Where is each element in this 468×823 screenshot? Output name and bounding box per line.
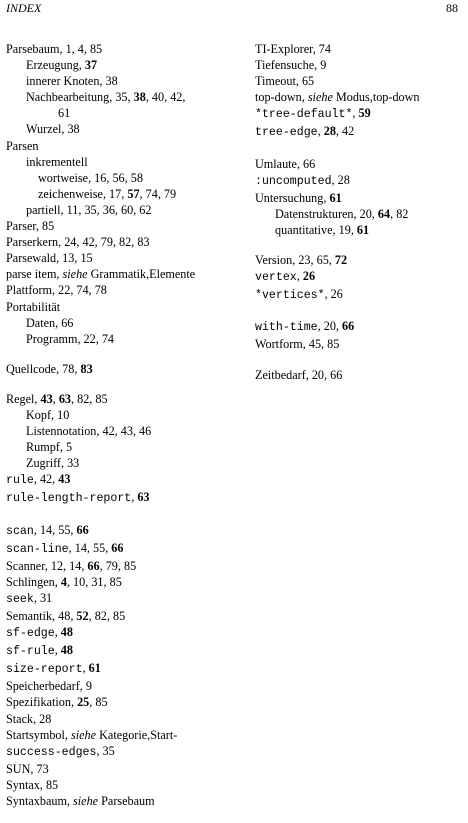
- entry-text: Parsen: [6, 138, 39, 153]
- index-subentry: [6, 73, 246, 89]
- index-entry: [6, 299, 246, 315]
- entry-text: ,: [52, 391, 59, 406]
- index-entry: [255, 73, 465, 89]
- index-entry: [6, 793, 246, 809]
- index-entry: [6, 391, 246, 407]
- entry-text: Tiefensuche, 9: [255, 58, 327, 73]
- index-entry-continuation: [6, 105, 246, 121]
- index-entry: [255, 336, 465, 352]
- index-entry: [6, 777, 246, 793]
- entry-text: ,: [317, 124, 324, 139]
- page-header: [6, 0, 458, 16]
- entry-text: Untersuchung,: [255, 190, 330, 205]
- entry-text: Grammatik,Elemente: [87, 267, 196, 282]
- entry-text: , 28: [331, 172, 350, 187]
- page-ref-primary: 83: [80, 361, 93, 376]
- index-entry: [255, 89, 465, 105]
- page-ref-primary: 37: [84, 58, 98, 73]
- index-entry: [6, 218, 246, 234]
- entry-text: inkrementell: [26, 154, 88, 169]
- entry-text: Spezifikation,: [6, 695, 78, 710]
- entry-text: ,: [131, 490, 138, 505]
- entry-text: Parsebaum: [98, 794, 155, 809]
- entry-text: Startsymbol,: [6, 727, 72, 742]
- entry-text: Rumpf, 5: [26, 440, 73, 455]
- entry-text: Parser, 85: [6, 219, 55, 234]
- index-subentry: [6, 455, 246, 471]
- entry-text: , 40, 42,: [145, 90, 186, 105]
- index-subentry: [6, 331, 246, 347]
- index-subsubentry: [6, 186, 246, 202]
- index-entry: [6, 678, 246, 694]
- index-entry: [6, 540, 246, 558]
- page-ref-primary: 61: [88, 661, 101, 676]
- page-ref-primary: 28: [323, 124, 336, 139]
- entry-text: Parsebaum, 1, 4, 85: [6, 42, 103, 56]
- entry-text: partiell, 11, 35, 36, 60, 62: [26, 202, 152, 217]
- index-entry: [255, 367, 465, 383]
- entry-text: siehe: [73, 794, 99, 809]
- entry-text: Zugriff, 33: [26, 456, 80, 471]
- code-term: scan-line: [6, 542, 69, 556]
- index-subentry: [255, 222, 465, 238]
- entry-text: Nachbearbeitung, 35,: [26, 90, 134, 105]
- index-entry: [255, 123, 465, 141]
- page-ref-primary: 66: [76, 522, 89, 537]
- index-subentry: [6, 423, 246, 439]
- index-section-gap: [255, 142, 465, 156]
- index-entry: [6, 660, 246, 678]
- entry-text: Kategorie,Start-: [96, 727, 178, 742]
- index-entry: [6, 522, 246, 540]
- entry-text: Zeitbedarf, 20, 66: [255, 367, 343, 382]
- index-entry: [6, 471, 246, 489]
- index-entry: [255, 172, 465, 190]
- entry-text: , 31: [33, 590, 53, 605]
- entry-text: Syntaxbaum,: [6, 794, 74, 809]
- page-ref-primary: 57: [127, 186, 140, 201]
- entry-text: Wortform, 45, 85: [255, 337, 340, 352]
- entry-text: , 10, 31, 85: [66, 574, 122, 589]
- index-subsubentry: [6, 170, 246, 186]
- code-term: success-edges: [6, 745, 97, 759]
- code-term: *tree-default*: [255, 108, 353, 122]
- index-entry: [6, 574, 246, 590]
- entry-text: Daten, 66: [26, 315, 74, 330]
- page-ref-primary: 43: [40, 391, 53, 406]
- index-subentry: [6, 202, 246, 218]
- entry-text: Scanner, 12, 14,: [6, 558, 88, 573]
- entry-text: ,: [352, 106, 359, 121]
- entry-text: Datenstrukturen, 20,: [275, 206, 378, 221]
- code-term: size-report: [6, 663, 83, 677]
- code-term: *vertices*: [255, 289, 325, 303]
- index-entry: [6, 138, 246, 154]
- entry-text: siehe: [71, 727, 97, 742]
- index-entry: [6, 694, 246, 710]
- index-entry: [255, 105, 465, 123]
- index-entry: [255, 268, 465, 286]
- entry-text: Portabilität: [6, 299, 61, 314]
- index-section-gap: [255, 304, 465, 318]
- entry-text: , 35: [96, 743, 115, 758]
- entry-text: zeichenweise, 17,: [38, 186, 128, 201]
- entry-text: ,: [54, 643, 61, 658]
- entry-text: Parsewald, 13, 15: [6, 251, 93, 266]
- index-entry: [6, 608, 246, 624]
- entry-text: Stack, 28: [6, 711, 52, 726]
- entry-text: ,: [82, 661, 89, 676]
- entry-text: quantitative, 19,: [275, 222, 357, 237]
- entry-text: Wurzel, 38: [26, 122, 80, 137]
- index-entry: [6, 743, 246, 761]
- code-term: rule-length-report: [6, 492, 132, 506]
- entry-text: Speicherbedarf, 9: [6, 679, 92, 694]
- entry-text: TI-Explorer, 74: [255, 42, 331, 56]
- entry-text: ,: [296, 269, 303, 284]
- index-entry: [255, 41, 465, 57]
- index-section-gap: [6, 508, 246, 522]
- index-section-gap: [6, 347, 246, 361]
- page-ref-primary: 48: [60, 643, 73, 658]
- index-entry: [6, 558, 246, 574]
- entry-text: Timeout, 65: [255, 74, 315, 89]
- index-entry: [255, 156, 465, 172]
- page-ref-primary: 38: [133, 90, 146, 105]
- page-ref-primary: 72: [334, 253, 348, 268]
- entry-text: , 20,: [317, 319, 342, 334]
- entry-text: Parserkern, 24, 42, 79, 82, 83: [6, 235, 150, 250]
- index-entry: [255, 57, 465, 73]
- entry-text: top-down,: [255, 90, 308, 105]
- page-ref-primary: 61: [356, 222, 370, 237]
- index-entry: [6, 489, 246, 507]
- entry-text: parse item,: [6, 267, 63, 282]
- entry-text: siehe: [62, 267, 88, 282]
- index-entry: [6, 642, 246, 660]
- index-section-gap: [255, 353, 465, 367]
- index-entry: [255, 286, 465, 304]
- entry-text: Syntax, 85: [6, 777, 59, 792]
- index-entry: [6, 266, 246, 282]
- page-ref-primary: 48: [60, 625, 73, 640]
- entry-text: , 14, 55,: [33, 522, 77, 537]
- entry-text: innerer Knoten, 38: [26, 74, 118, 89]
- entry-text: 61: [58, 106, 71, 121]
- entry-text: Schlingen,: [6, 574, 61, 589]
- index-entry: [6, 41, 246, 57]
- page-ref-primary: 61: [329, 190, 342, 205]
- index-entry: [255, 318, 465, 336]
- entry-text: Programm, 22, 74: [26, 331, 115, 346]
- index-column-left: [6, 41, 246, 809]
- entry-text: wortweise, 16, 56, 58: [38, 170, 143, 185]
- page-ref-primary: 59: [358, 106, 371, 121]
- page-ref-primary: 66: [342, 319, 355, 334]
- index-subentry: [6, 154, 246, 170]
- code-term: sf-edge: [6, 627, 55, 641]
- code-term: sf-rule: [6, 645, 55, 659]
- index-entry: [255, 252, 465, 268]
- index-entry: [6, 624, 246, 642]
- entry-text: Kopf, 10: [26, 407, 70, 422]
- entry-text: , 14, 55,: [68, 540, 112, 555]
- index-column-right: [255, 41, 465, 383]
- entry-text: , 42,: [33, 472, 59, 487]
- page-ref-primary: 66: [111, 540, 124, 555]
- entry-text: Erzeugung,: [26, 58, 85, 73]
- index-entry: [6, 282, 246, 298]
- entry-text: siehe: [307, 90, 333, 105]
- index-subentry: [6, 121, 246, 137]
- page-number: 88: [446, 1, 458, 15]
- entry-text: , 79, 85: [99, 558, 137, 573]
- index-subentry: [6, 407, 246, 423]
- page-ref-primary: 66: [87, 558, 100, 573]
- index-section-gap: [6, 377, 246, 391]
- entry-text: , 82, 85: [71, 391, 108, 406]
- page-ref-primary: 4: [60, 574, 67, 589]
- index-entry: [6, 234, 246, 250]
- index-subentry: [255, 206, 465, 222]
- entry-text: Plattform, 22, 74, 78: [6, 283, 107, 298]
- entry-text: , 26: [324, 287, 343, 302]
- index-subentry: [6, 439, 246, 455]
- page-ref-primary: 25: [77, 695, 90, 710]
- entry-text: Umlaute, 66: [255, 156, 316, 171]
- page-ref-primary: 26: [302, 269, 316, 284]
- entry-text: Modus,top-down: [332, 90, 420, 105]
- entry-text: , 42: [335, 124, 355, 139]
- index-entry: [255, 190, 465, 206]
- entry-text: , 82: [390, 206, 409, 221]
- code-term: scan: [6, 524, 34, 538]
- entry-text: , 85: [89, 695, 108, 710]
- entry-text: Semantik, 48,: [6, 609, 77, 623]
- code-term: with-time: [255, 321, 318, 335]
- code-term: tree-edge: [255, 126, 318, 140]
- index-subentry: [6, 89, 246, 105]
- entry-text: Regel,: [6, 391, 41, 406]
- code-term: rule: [6, 474, 34, 488]
- page-ref-primary: 64: [377, 206, 391, 221]
- entry-text: SUN, 73: [6, 761, 49, 776]
- entry-text: , 74, 79: [139, 186, 177, 201]
- index-entry: [6, 761, 246, 777]
- index-subentry: [6, 57, 246, 73]
- entry-text: Version, 23, 65,: [255, 253, 335, 268]
- index-entry: [6, 727, 246, 743]
- index-subentry: [6, 315, 246, 331]
- page-ref-primary: 63: [137, 490, 150, 505]
- entry-text: Listennotation, 42, 43, 46: [26, 424, 152, 439]
- index-entry: [6, 250, 246, 266]
- entry-text: , 82, 85: [88, 609, 126, 623]
- code-term: :uncomputed: [255, 174, 332, 188]
- page-ref-primary: 43: [58, 472, 71, 487]
- entry-text: ,: [54, 625, 61, 640]
- code-term: seek: [6, 592, 34, 606]
- page-ref-primary: 63: [58, 391, 71, 406]
- running-title: INDEX: [6, 1, 42, 15]
- index-entry: [6, 711, 246, 727]
- page-ref-primary: 52: [76, 609, 89, 623]
- code-term: vertex: [255, 271, 297, 285]
- index-section-gap: [255, 238, 465, 252]
- index-entry: [6, 361, 246, 377]
- index-entry: [6, 590, 246, 608]
- entry-text: Quellcode, 78,: [6, 361, 81, 376]
